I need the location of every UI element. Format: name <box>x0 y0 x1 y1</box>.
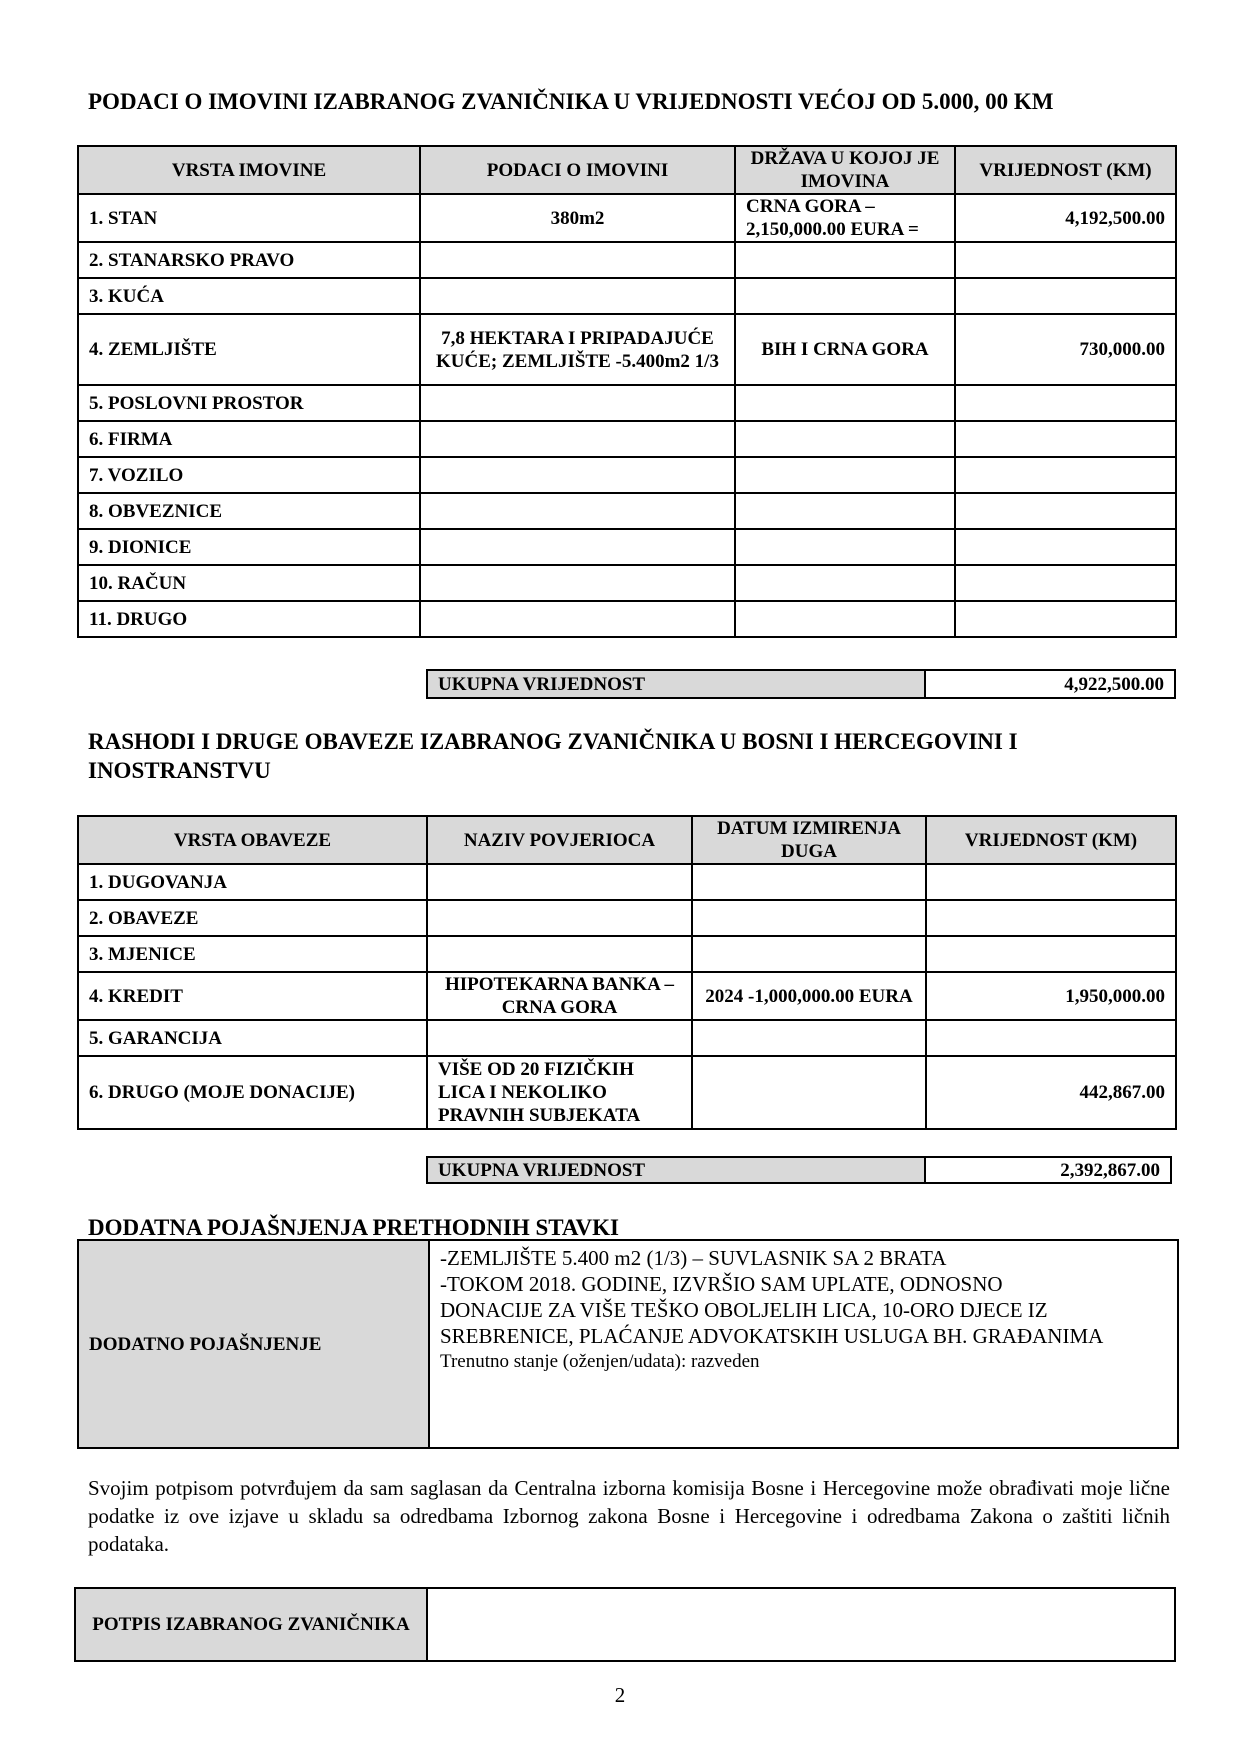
liability-creditor <box>427 900 692 936</box>
table-row <box>78 278 1176 314</box>
table-row <box>78 529 1176 565</box>
liability-type: 1. DUGOVANJA <box>78 864 427 900</box>
assets-total-value: 4,922,500.00 <box>925 670 1175 698</box>
asset-value <box>955 242 1176 278</box>
asset-type: 7. VOZILO <box>78 457 420 493</box>
liabilities-total-value: 2,392,867.00 <box>925 1157 1171 1183</box>
assets-header-country: DRŽAVA U KOJOJ JE IMOVINA <box>735 146 955 194</box>
asset-country <box>735 278 955 314</box>
liability-type: 6. DRUGO (MOJE DONACIJE) <box>78 1056 427 1129</box>
liabilities-header-row <box>78 816 1176 864</box>
asset-country <box>735 493 955 529</box>
explanations-title: DODATNA POJAŠNJENJA PRETHODNIH STAVKI <box>88 1215 619 1240</box>
asset-details: 380m2 <box>420 194 735 242</box>
liability-value: 1,950,000.00 <box>926 972 1176 1020</box>
assets-title: PODACI O IMOVINI IZABRANOG ZVANIČNIKA U VRIJEDNOSTI VEĆOJ OD 5.000, 00 KM <box>88 89 1054 114</box>
asset-type: 4. ZEMLJIŠTE <box>78 314 420 385</box>
assets-header-row <box>78 146 1176 194</box>
liabilities-header-creditor: NAZIV POVJERIOCA <box>427 816 692 864</box>
liabilities-title: RASHODI I DRUGE OBAVEZE IZABRANOG ZVANIČNIKA U BOSNI I HERCEGOVINI I INOSTRANSTVU <box>88 729 1018 783</box>
liability-date <box>692 936 926 972</box>
liability-creditor <box>427 936 692 972</box>
liability-creditor <box>427 864 692 900</box>
asset-value <box>955 601 1176 637</box>
liability-creditor <box>427 1020 692 1056</box>
liability-type: 3. MJENICE <box>78 936 427 972</box>
asset-details <box>420 601 735 637</box>
asset-country <box>735 421 955 457</box>
liability-creditor: VIŠE OD 20 FIZIČKIH LICA I NEKOLIKO PRAVNIH SUBJEKATA <box>427 1056 692 1129</box>
asset-type: 1. STAN <box>78 194 420 242</box>
table-row <box>78 457 1176 493</box>
liability-creditor: HIPOTEKARNA BANKA – CRNA GORA <box>427 972 692 1020</box>
assets-header-value: VRIJEDNOST (KM) <box>955 146 1176 194</box>
signature-field[interactable] <box>427 1588 1175 1661</box>
marital-status: Trenutno stanje (oženjen/udata): razveden <box>440 1351 760 1372</box>
assets-total-table <box>426 669 1176 699</box>
liability-date <box>692 1020 926 1056</box>
asset-value <box>955 278 1176 314</box>
asset-details <box>420 565 735 601</box>
liability-date <box>692 900 926 936</box>
liability-date <box>692 1056 926 1129</box>
table-row <box>78 385 1176 421</box>
table-row <box>78 601 1176 637</box>
assets-table <box>77 145 1177 638</box>
asset-value <box>955 457 1176 493</box>
asset-details <box>420 457 735 493</box>
explanation-line: SREBRENICE, PLAĆANJE ADVOKATSKIH USLUGA BH. GRAĐANIMA <box>440 1324 1104 1348</box>
asset-type: 11. DRUGO <box>78 601 420 637</box>
table-row <box>78 242 1176 278</box>
liability-value <box>926 864 1176 900</box>
asset-country <box>735 242 955 278</box>
asset-value: 730,000.00 <box>955 314 1176 385</box>
liability-type: 2. OBAVEZE <box>78 900 427 936</box>
liabilities-header-type: VRSTA OBAVEZE <box>78 816 427 864</box>
asset-country <box>735 529 955 565</box>
liability-date <box>692 864 926 900</box>
explanation-line: -ZEMLJIŠTE 5.400 m2 (1/3) – SUVLASNIK SA 2 BRATA <box>440 1246 947 1270</box>
explanation-label: DODATNO POJAŠNJENJE <box>78 1240 429 1448</box>
liabilities-table <box>77 815 1177 1130</box>
asset-details <box>420 278 735 314</box>
asset-country <box>735 385 955 421</box>
asset-value <box>955 565 1176 601</box>
asset-details <box>420 385 735 421</box>
asset-type: 8. OBVEZNICE <box>78 493 420 529</box>
liabilities-total-table <box>426 1156 1172 1184</box>
liability-date: 2024 -1,000,000.00 EURA <box>692 972 926 1020</box>
asset-details <box>420 242 735 278</box>
asset-type: 3. KUĆA <box>78 278 420 314</box>
table-row <box>78 900 1176 936</box>
assets-total-label: UKUPNA VRIJEDNOST <box>427 670 925 698</box>
table-row <box>78 1020 1176 1056</box>
liabilities-total-label: UKUPNA VRIJEDNOST <box>427 1157 925 1183</box>
asset-details <box>420 493 735 529</box>
liability-type: 4. KREDIT <box>78 972 427 1020</box>
asset-country: BIH I CRNA GORA <box>735 314 955 385</box>
assets-header-details: PODACI O IMOVINI <box>420 146 735 194</box>
asset-country <box>735 601 955 637</box>
table-row <box>78 421 1176 457</box>
liabilities-header-date: DATUM IZMIRENJA DUGA <box>692 816 926 864</box>
asset-type: 9. DIONICE <box>78 529 420 565</box>
explanation-line: DONACIJE ZA VIŠE TEŠKO OBOLJELIH LICA, 10-ORO DJECE IZ <box>440 1298 1048 1322</box>
table-row <box>78 1056 1176 1129</box>
asset-details <box>420 421 735 457</box>
asset-country <box>735 457 955 493</box>
liability-value <box>926 900 1176 936</box>
table-row <box>78 194 1176 242</box>
asset-country: CRNA GORA – 2,150,000.00 EURA = <box>735 194 955 242</box>
asset-value <box>955 493 1176 529</box>
table-row <box>78 936 1176 972</box>
table-row <box>78 864 1176 900</box>
table-row <box>78 493 1176 529</box>
liability-value: 442,867.00 <box>926 1056 1176 1129</box>
liability-type: 5. GARANCIJA <box>78 1020 427 1056</box>
liability-value <box>926 1020 1176 1056</box>
asset-value <box>955 421 1176 457</box>
table-row <box>78 314 1176 385</box>
asset-value <box>955 529 1176 565</box>
explanations-table <box>77 1239 1179 1449</box>
liability-value <box>926 936 1176 972</box>
asset-type: 2. STANARSKO PRAVO <box>78 242 420 278</box>
asset-details: 7,8 HEKTARA I PRIPADAJUĆE KUĆE; ZEMLJIŠTE -5.400m2 1/3 <box>420 314 735 385</box>
asset-type: 5. POSLOVNI PROSTOR <box>78 385 420 421</box>
signature-label: POTPIS IZABRANOG ZVANIČNIKA <box>75 1588 427 1661</box>
signature-table <box>74 1587 1176 1662</box>
asset-country <box>735 565 955 601</box>
table-row <box>78 972 1176 1020</box>
explanation-line: -TOKOM 2018. GODINE, IZVRŠIO SAM UPLATE, ODNOSNO <box>440 1272 1003 1296</box>
asset-details <box>420 529 735 565</box>
table-row <box>78 565 1176 601</box>
asset-type: 10. RAČUN <box>78 565 420 601</box>
asset-value <box>955 385 1176 421</box>
asset-type: 6. FIRMA <box>78 421 420 457</box>
consent-statement: Svojim potpisom potvrđujem da sam saglasan da Centralna izborna komisija Bosne i Hercegovine može obrađivati moje lične podatke iz ove izjave u skladu sa odredbama Izbornog zakona Bosne i Hercegovine i odredbama Zakona o zaštiti ličnih podataka. <box>88 1476 1170 1556</box>
page-number: 2 <box>614 1683 626 1707</box>
liabilities-header-value: VRIJEDNOST (KM) <box>926 816 1176 864</box>
assets-header-type: VRSTA IMOVINE <box>78 146 420 194</box>
asset-value: 4,192,500.00 <box>955 194 1176 242</box>
explanation-text <box>429 1240 1178 1448</box>
